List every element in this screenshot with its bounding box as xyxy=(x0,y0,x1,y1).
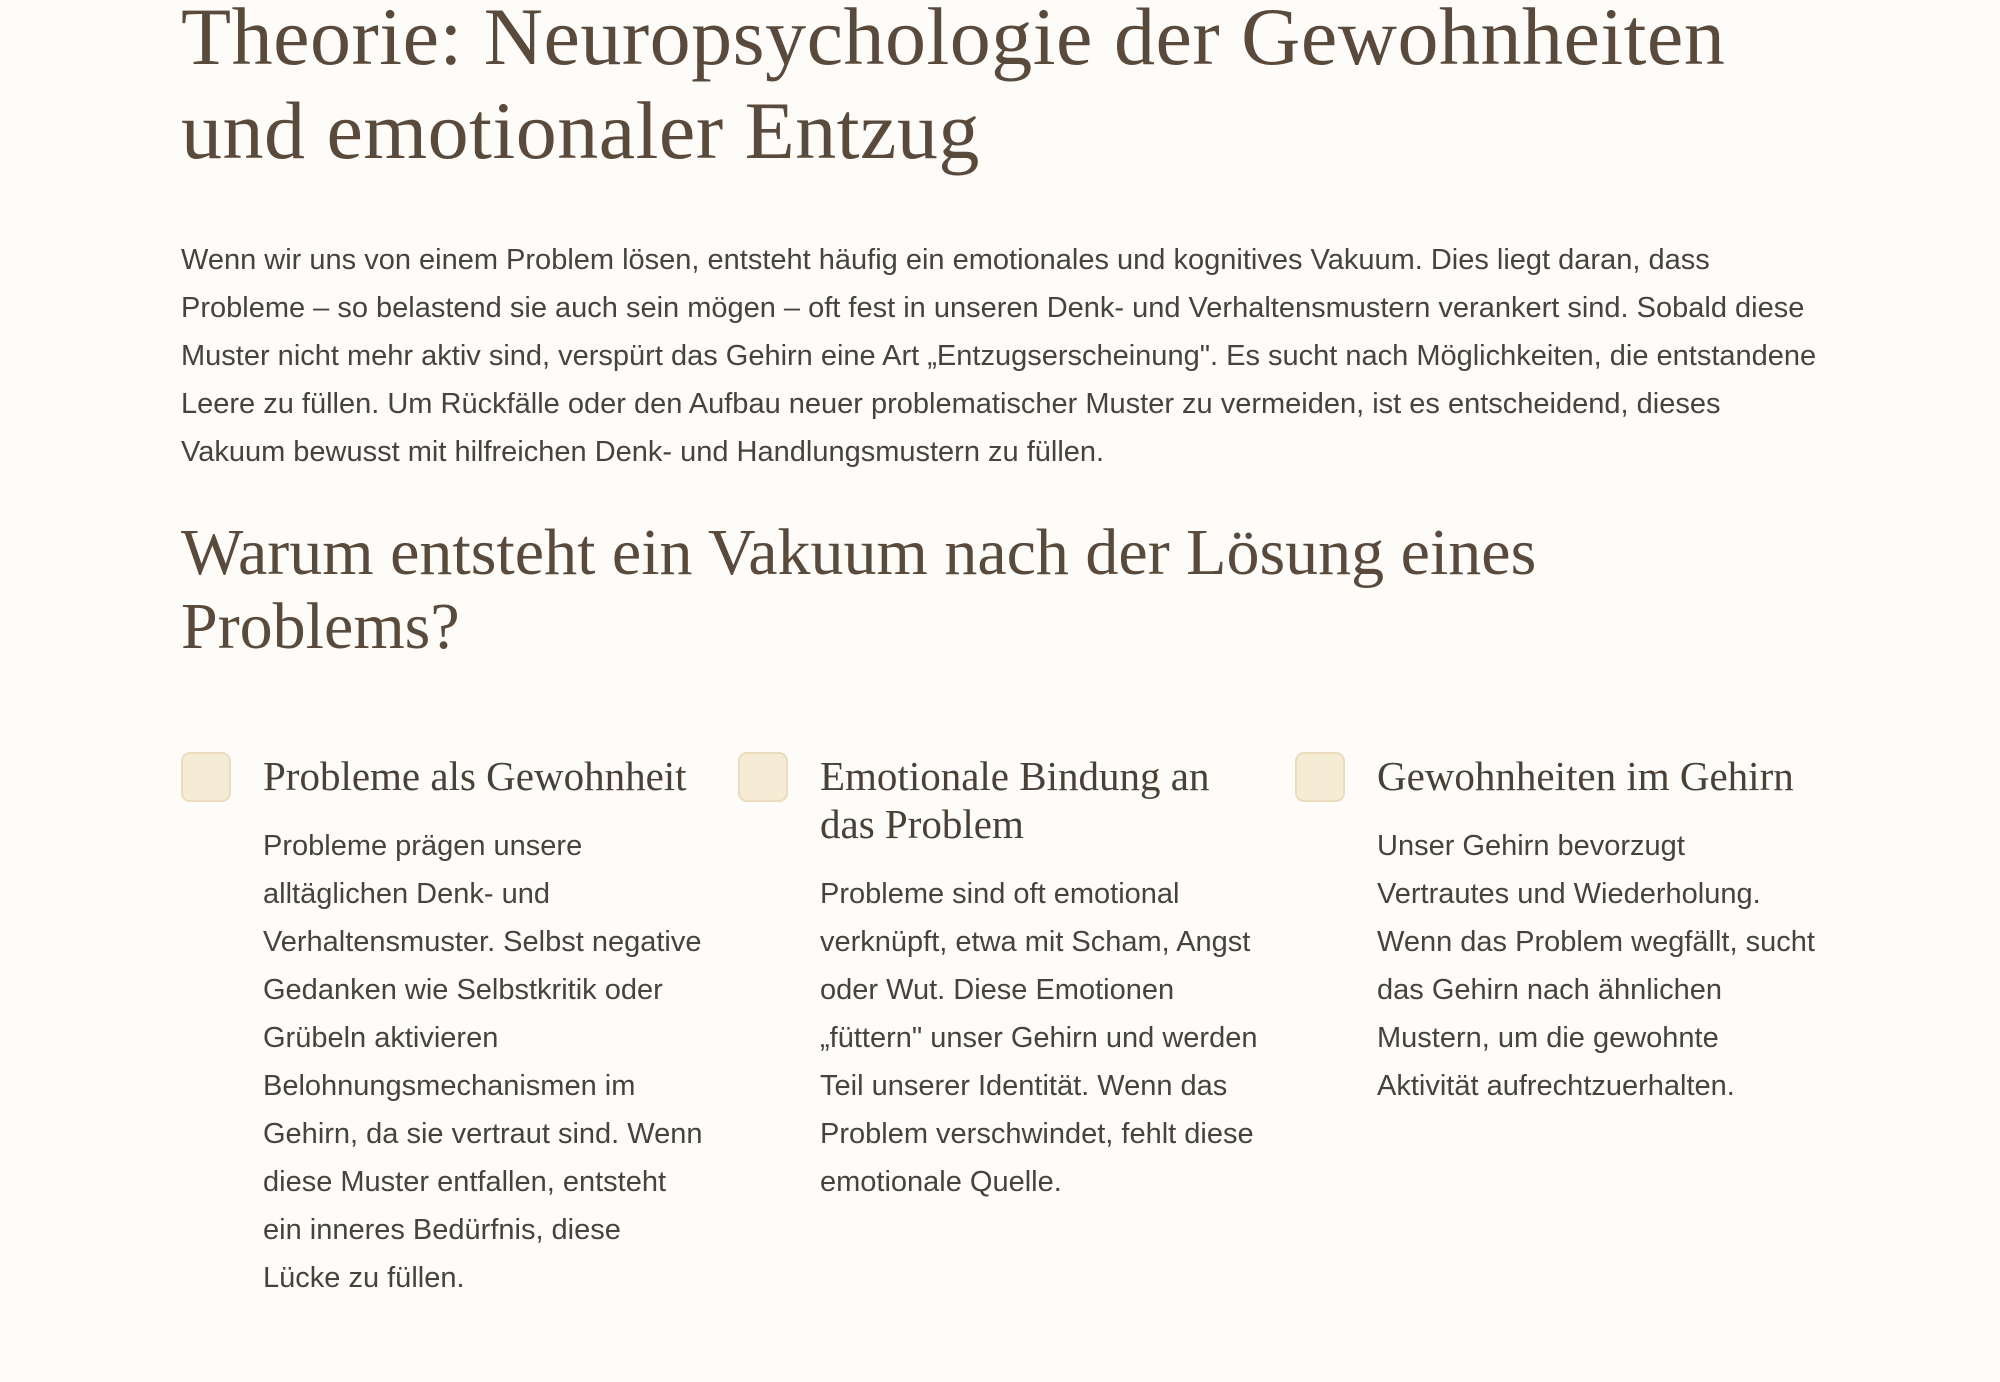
page-title: Theorie: Neuropsychologie der Gewohnheiten und emotionaler Entzug xyxy=(181,0,1726,176)
card-gewohnheiten-im-gehirn xyxy=(1295,752,1815,1110)
card-text: Probleme prägen unsere alltäglichen Denk- und Verhaltensmuster. Selbst negative Gedanken wie Selbstkritik oder Grübeln aktivieren Belohnungsmechanismen im Gehirn, da sie vertraut sind. Wenn diese Muster entfallen, entsteht ein inneres Bedürfnis, diese Lücke zu füllen. xyxy=(263,830,703,1294)
card-text: Probleme sind oft emotional verknüpft, etwa mit Scham, Angst oder Wut. Diese Emotionen „füttern" unser Gehirn und werden Teil unserer Identität. Wenn das Problem verschwindet, fehlt diese emotionale Quelle. xyxy=(820,878,1258,1198)
section-heading: Warum entsteht ein Vakuum nach der Lösung eines Problems? xyxy=(181,516,1537,663)
card-title: Probleme als Gewohnheit xyxy=(263,753,687,799)
card-emotionale-bindung xyxy=(738,752,1258,1206)
card-placeholder-icon xyxy=(1295,752,1345,802)
intro-paragraph: Wenn wir uns von einem Problem lösen, entsteht häufig ein emotionales und kognitives Vakuum. Dies liegt daran, dass Probleme – so belastend sie auch sein mögen – oft fest in unseren Denk- und Verhaltensmustern verankert sind. Sobald diese Muster nicht mehr aktiv sind, verspürt das Gehirn eine Art „Entzugserscheinung". Es sucht nach Möglichkeiten, die entstandene Leere zu füllen. Um Rückfälle oder den Aufbau neuer problematischer Muster zu vermeiden, ist es entscheidend, dieses Vakuum bewusst mit hilfreichen Denk- und Handlungsmustern zu füllen. xyxy=(181,244,1817,468)
card-title: Gewohnheiten im Gehirn xyxy=(1377,753,1794,799)
reason-cards xyxy=(181,752,1831,1372)
card-probleme-als-gewohnheit xyxy=(181,752,703,1302)
card-text: Unser Gehirn bevorzugt Vertrautes und Wiederholung. Wenn das Problem wegfällt, sucht das Gehirn nach ähnlichen Mustern, um die gewohnte Aktivität aufrechtzuerhalten. xyxy=(1377,830,1815,1102)
card-placeholder-icon xyxy=(181,752,231,802)
card-placeholder-icon xyxy=(738,752,788,802)
card-title: Emotionale Bindung an das Problem xyxy=(820,753,1210,847)
